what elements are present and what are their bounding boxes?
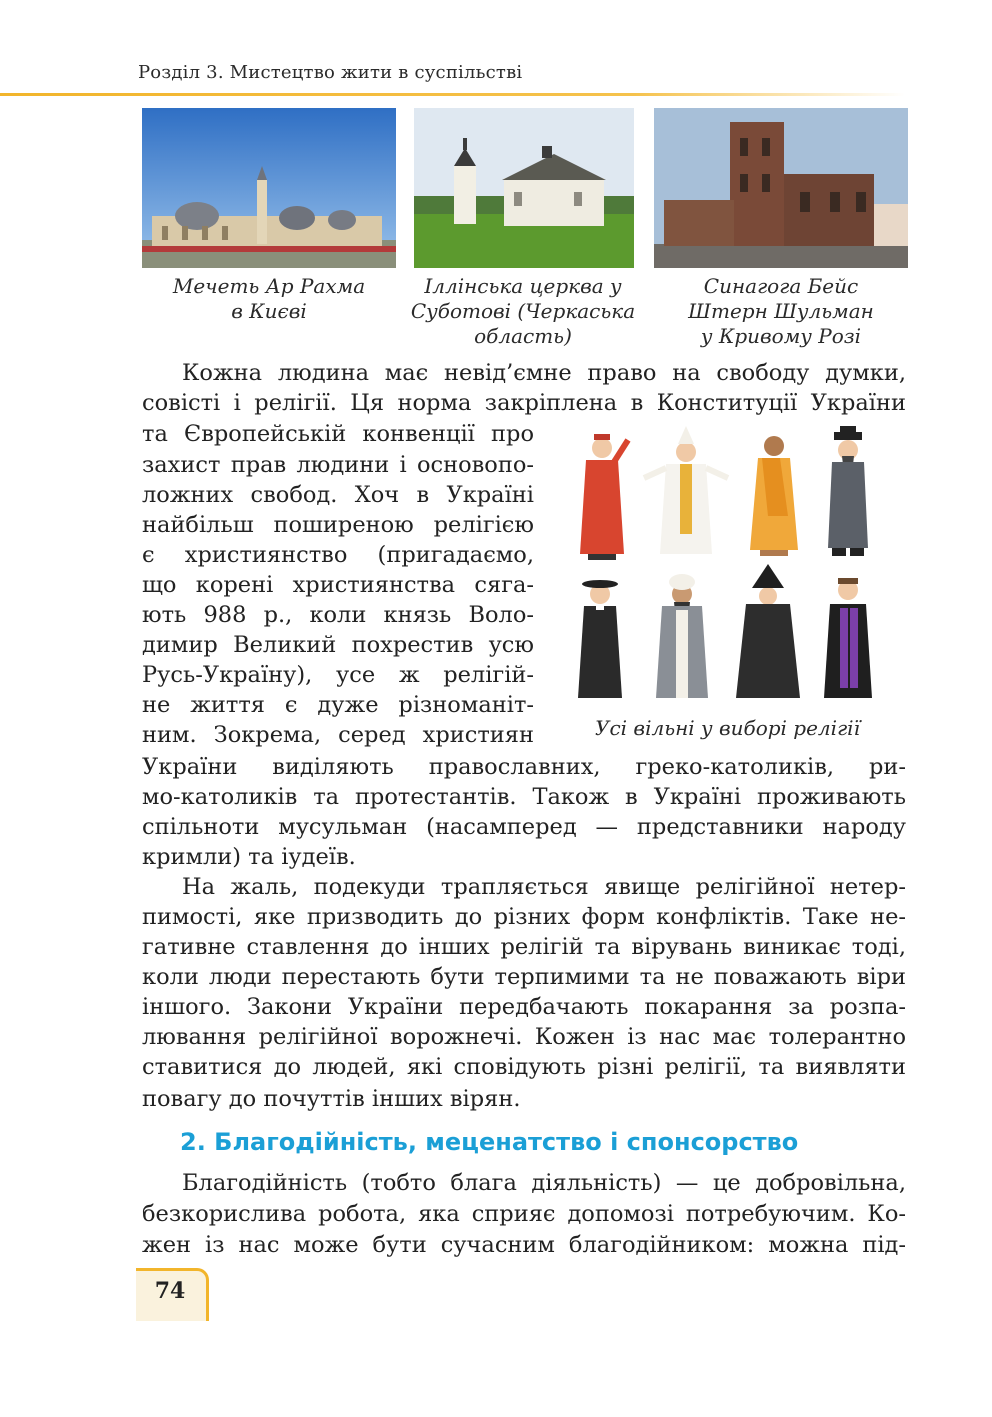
body-line: спільноти мусульман (насамперед — представники народу [142, 814, 906, 840]
mosque-photo [142, 108, 396, 268]
religious-figures-illustration [562, 426, 892, 708]
figure-imam [656, 574, 708, 698]
body-line: совісті і релігії. Ця норма закріплена в Конституції України [142, 390, 906, 416]
caption-line: Синагога Бейс [703, 274, 859, 298]
synagogue-photo [654, 108, 908, 268]
body-line: Русь-Україну), усе ж релігій- [142, 662, 534, 688]
caption-line: в Києві [231, 299, 307, 323]
page-number: 74 [154, 1278, 186, 1304]
body-line: ним. Зокрема, серед християн [142, 722, 534, 748]
caption-line: у Кривому Розі [700, 324, 862, 348]
body-line: ють 988 р., коли князь Воло- [142, 602, 534, 628]
body-line: найбільш поширеною релігією [142, 512, 534, 538]
photo-caption-church [398, 274, 648, 349]
body-line: ложних свобод. Хоч в Україні [142, 482, 534, 508]
body-line: захист прав людини і основопо- [142, 452, 534, 478]
body-line: та Європейській конвенції про [142, 421, 534, 447]
caption-line: Суботові (Черкаська [410, 299, 636, 323]
section-line: жен із нас може бути сучасним благодійником: можна під- [142, 1232, 906, 1258]
body-line: коли люди перестають бути терпимими та не поважають віри [142, 964, 906, 990]
body-line: не життя є дуже різноманіт- [142, 692, 534, 718]
photo-caption-synagogue [654, 274, 908, 349]
body-line: що корені християнства сяга- [142, 572, 534, 598]
body-line: димир Великий похрестив усю [142, 632, 534, 658]
body-line: пимості, яке призводить до різних форм конфліктів. Таке не- [142, 904, 906, 930]
caption-line: Мечеть Ар Рахма [172, 274, 366, 298]
header-rule [0, 93, 905, 96]
figure-pope [644, 426, 728, 554]
section-line: Благодійність (тобто блага діяльність) — це добровільна, [182, 1170, 906, 1196]
figure-cardinal [580, 434, 628, 560]
body-line: мо-католиків та протестантів. Також в Україні проживають [142, 784, 906, 810]
running-head: Розділ 3. Мистецтво жити в суспільстві [138, 62, 523, 83]
figure-orthodox-monk [736, 564, 800, 698]
section-line: безкорислива робота, яка сприяє допомозі потребуючим. Ко- [142, 1201, 906, 1227]
body-line: є християнство (пригадаємо, [142, 542, 534, 568]
body-line: гативне ставлення до інших релігій та вірувань виникає тоді, [142, 934, 906, 960]
caption-line: область) [474, 324, 572, 348]
caption-line: Штерн Шульман [688, 299, 874, 323]
body-line: ставитися до людей, які сповідують різні релігії, та виявляти [142, 1054, 906, 1080]
figure-rabbi [828, 426, 868, 556]
figure-monk [750, 436, 798, 556]
church-photo [414, 108, 634, 268]
body-line: лювання релігійної ворожнечі. Кожен із нас має толерантно [142, 1024, 906, 1050]
figure-caption: Усі вільні у виборі релігії [595, 716, 860, 740]
body-line: кримли) та іудеїв. [142, 844, 356, 870]
body-line: повагу до почуттів інших вірян. [142, 1086, 521, 1112]
photo-caption-mosque [142, 274, 396, 324]
body-line: України виділяють православних, греко-католиків, ри- [142, 754, 906, 780]
body-line: іншого. Закони України передбачають покарання за розпа- [142, 994, 906, 1020]
body-line: На жаль, подекуди трапляється явище релігійної нетер- [182, 874, 906, 900]
figure-protestant-pastor [824, 578, 872, 698]
section-heading: 2. Благодійність, меценатство і спонсорство [180, 1128, 799, 1156]
body-line: Кожна людина має невід’ємне право на свободу думки, [182, 360, 906, 386]
caption-line: Іллінська церква у [424, 274, 622, 298]
figure-priest [578, 580, 622, 698]
